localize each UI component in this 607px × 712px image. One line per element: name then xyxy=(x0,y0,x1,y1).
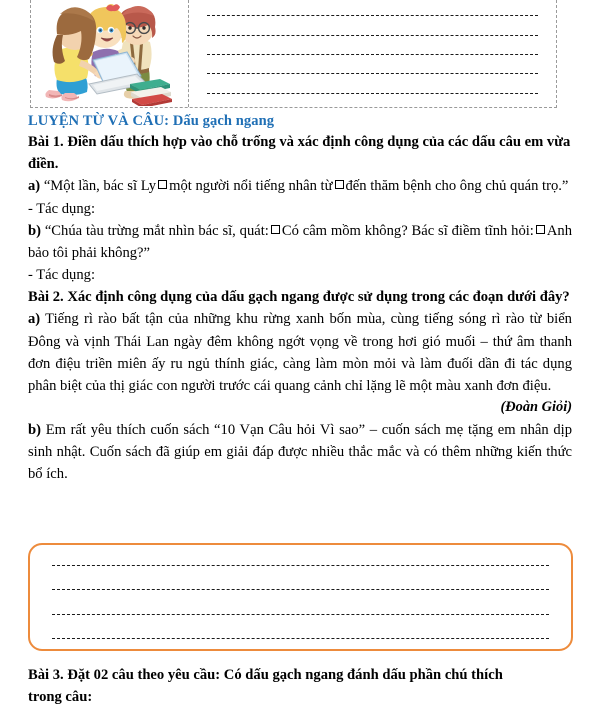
item-b-text-after: Anh bảo tôi phải không?” xyxy=(28,222,572,261)
paragraph-a-text: Tiếng rì rào bất tận của những khu rừng xanh bốn mùa, cùng tiếng sóng rì rào từ biển Đông và vịnh Thái Lan ngày đêm không ngớt vọng về trong hơi gió muối – thứ âm thanh đơn điệu triền miên ấy ru ngủ thính giác, càng làm mòn mỏi và làm đuối dần đi tác dụng phân biệt của thị giác con người trước cái quang cảnh chỉ lặng lẽ một màu xanh đơn điệu. xyxy=(28,311,572,394)
writing-lines-cell[interactable] xyxy=(189,0,556,107)
bai-3-title: Bài 3. Đặt 02 câu theo yêu cầu: Có dấu gạch ngang đánh dấu phần chú thích trong câu: xyxy=(28,667,503,705)
blank-box-icon[interactable] xyxy=(158,180,167,189)
item-a-text-before: “Một lần, bác sĩ Ly xyxy=(43,178,157,195)
answer-line[interactable] xyxy=(52,565,549,566)
worksheet-content xyxy=(28,131,572,485)
bai-1-item-b xyxy=(28,220,572,264)
bai-2-title: Bài 2. Xác định công dụng của dấu gạch ngang được sử dụng trong các đoạn dưới đây? xyxy=(28,289,570,306)
blank-box-icon[interactable] xyxy=(271,225,280,234)
writing-line[interactable] xyxy=(207,73,538,74)
illustration-cell xyxy=(31,0,189,107)
writing-line[interactable] xyxy=(207,54,538,55)
item-a-text-middle: một người nổi tiếng nhân từ xyxy=(169,178,333,195)
blank-box-icon[interactable] xyxy=(536,225,545,234)
answer-line[interactable] xyxy=(52,614,549,615)
children-reading-laptop-clipart xyxy=(35,2,185,106)
item-label-a: a) xyxy=(28,178,41,195)
answer-line[interactable] xyxy=(52,589,549,590)
item-a-text-after: đến thăm bệnh cho ông chủ quán trọ.” xyxy=(345,178,569,195)
answer-line[interactable] xyxy=(52,638,549,639)
bai-1-item-a-prompt: - Tác dụng: xyxy=(28,200,96,217)
top-writing-table xyxy=(30,0,557,108)
section-heading: LUYỆN TỪ VÀ CÂU: Dấu gạch ngang xyxy=(28,113,275,129)
attribution: (Đoàn Giỏi) xyxy=(500,399,572,416)
bai-1-title: Bài 1. Điền dấu thích hợp vào chỗ trống và xác định công dụng của các dấu câu em vừa điền. xyxy=(28,134,571,173)
writing-line[interactable] xyxy=(207,15,538,16)
paragraph-b-text: Em rất yêu thích cuốn sách “10 Vạn Câu hỏi Vì sao” – cuốn sách mẹ tặng em nhân dịp sinh nhật. Cuốn sách đã giúp em giải đáp được nhiều thắc mắc và có thêm những kiến thức bổ ích. xyxy=(28,421,572,483)
writing-line[interactable] xyxy=(207,35,538,36)
blank-box-icon[interactable] xyxy=(335,180,344,189)
bai-3-block xyxy=(28,665,508,709)
paragraph-label-a: a) xyxy=(28,311,41,328)
bai-2-paragraph-a xyxy=(28,308,572,397)
bai-2-paragraph-b xyxy=(28,419,572,486)
paragraph-label-b: b) xyxy=(28,421,41,438)
bai-1-item-b-prompt: - Tác dụng: xyxy=(28,267,96,284)
writing-line[interactable] xyxy=(207,93,538,94)
item-b-text-before: “Chúa tàu trừng mắt nhìn bác sĩ, quát: xyxy=(44,222,269,239)
answer-box[interactable] xyxy=(28,543,573,651)
bai-1-item-a xyxy=(28,175,572,197)
item-b-text-middle: Có câm mồm không? Bác sĩ điềm tĩnh hỏi: xyxy=(281,222,534,239)
item-label-b: b) xyxy=(28,222,41,239)
